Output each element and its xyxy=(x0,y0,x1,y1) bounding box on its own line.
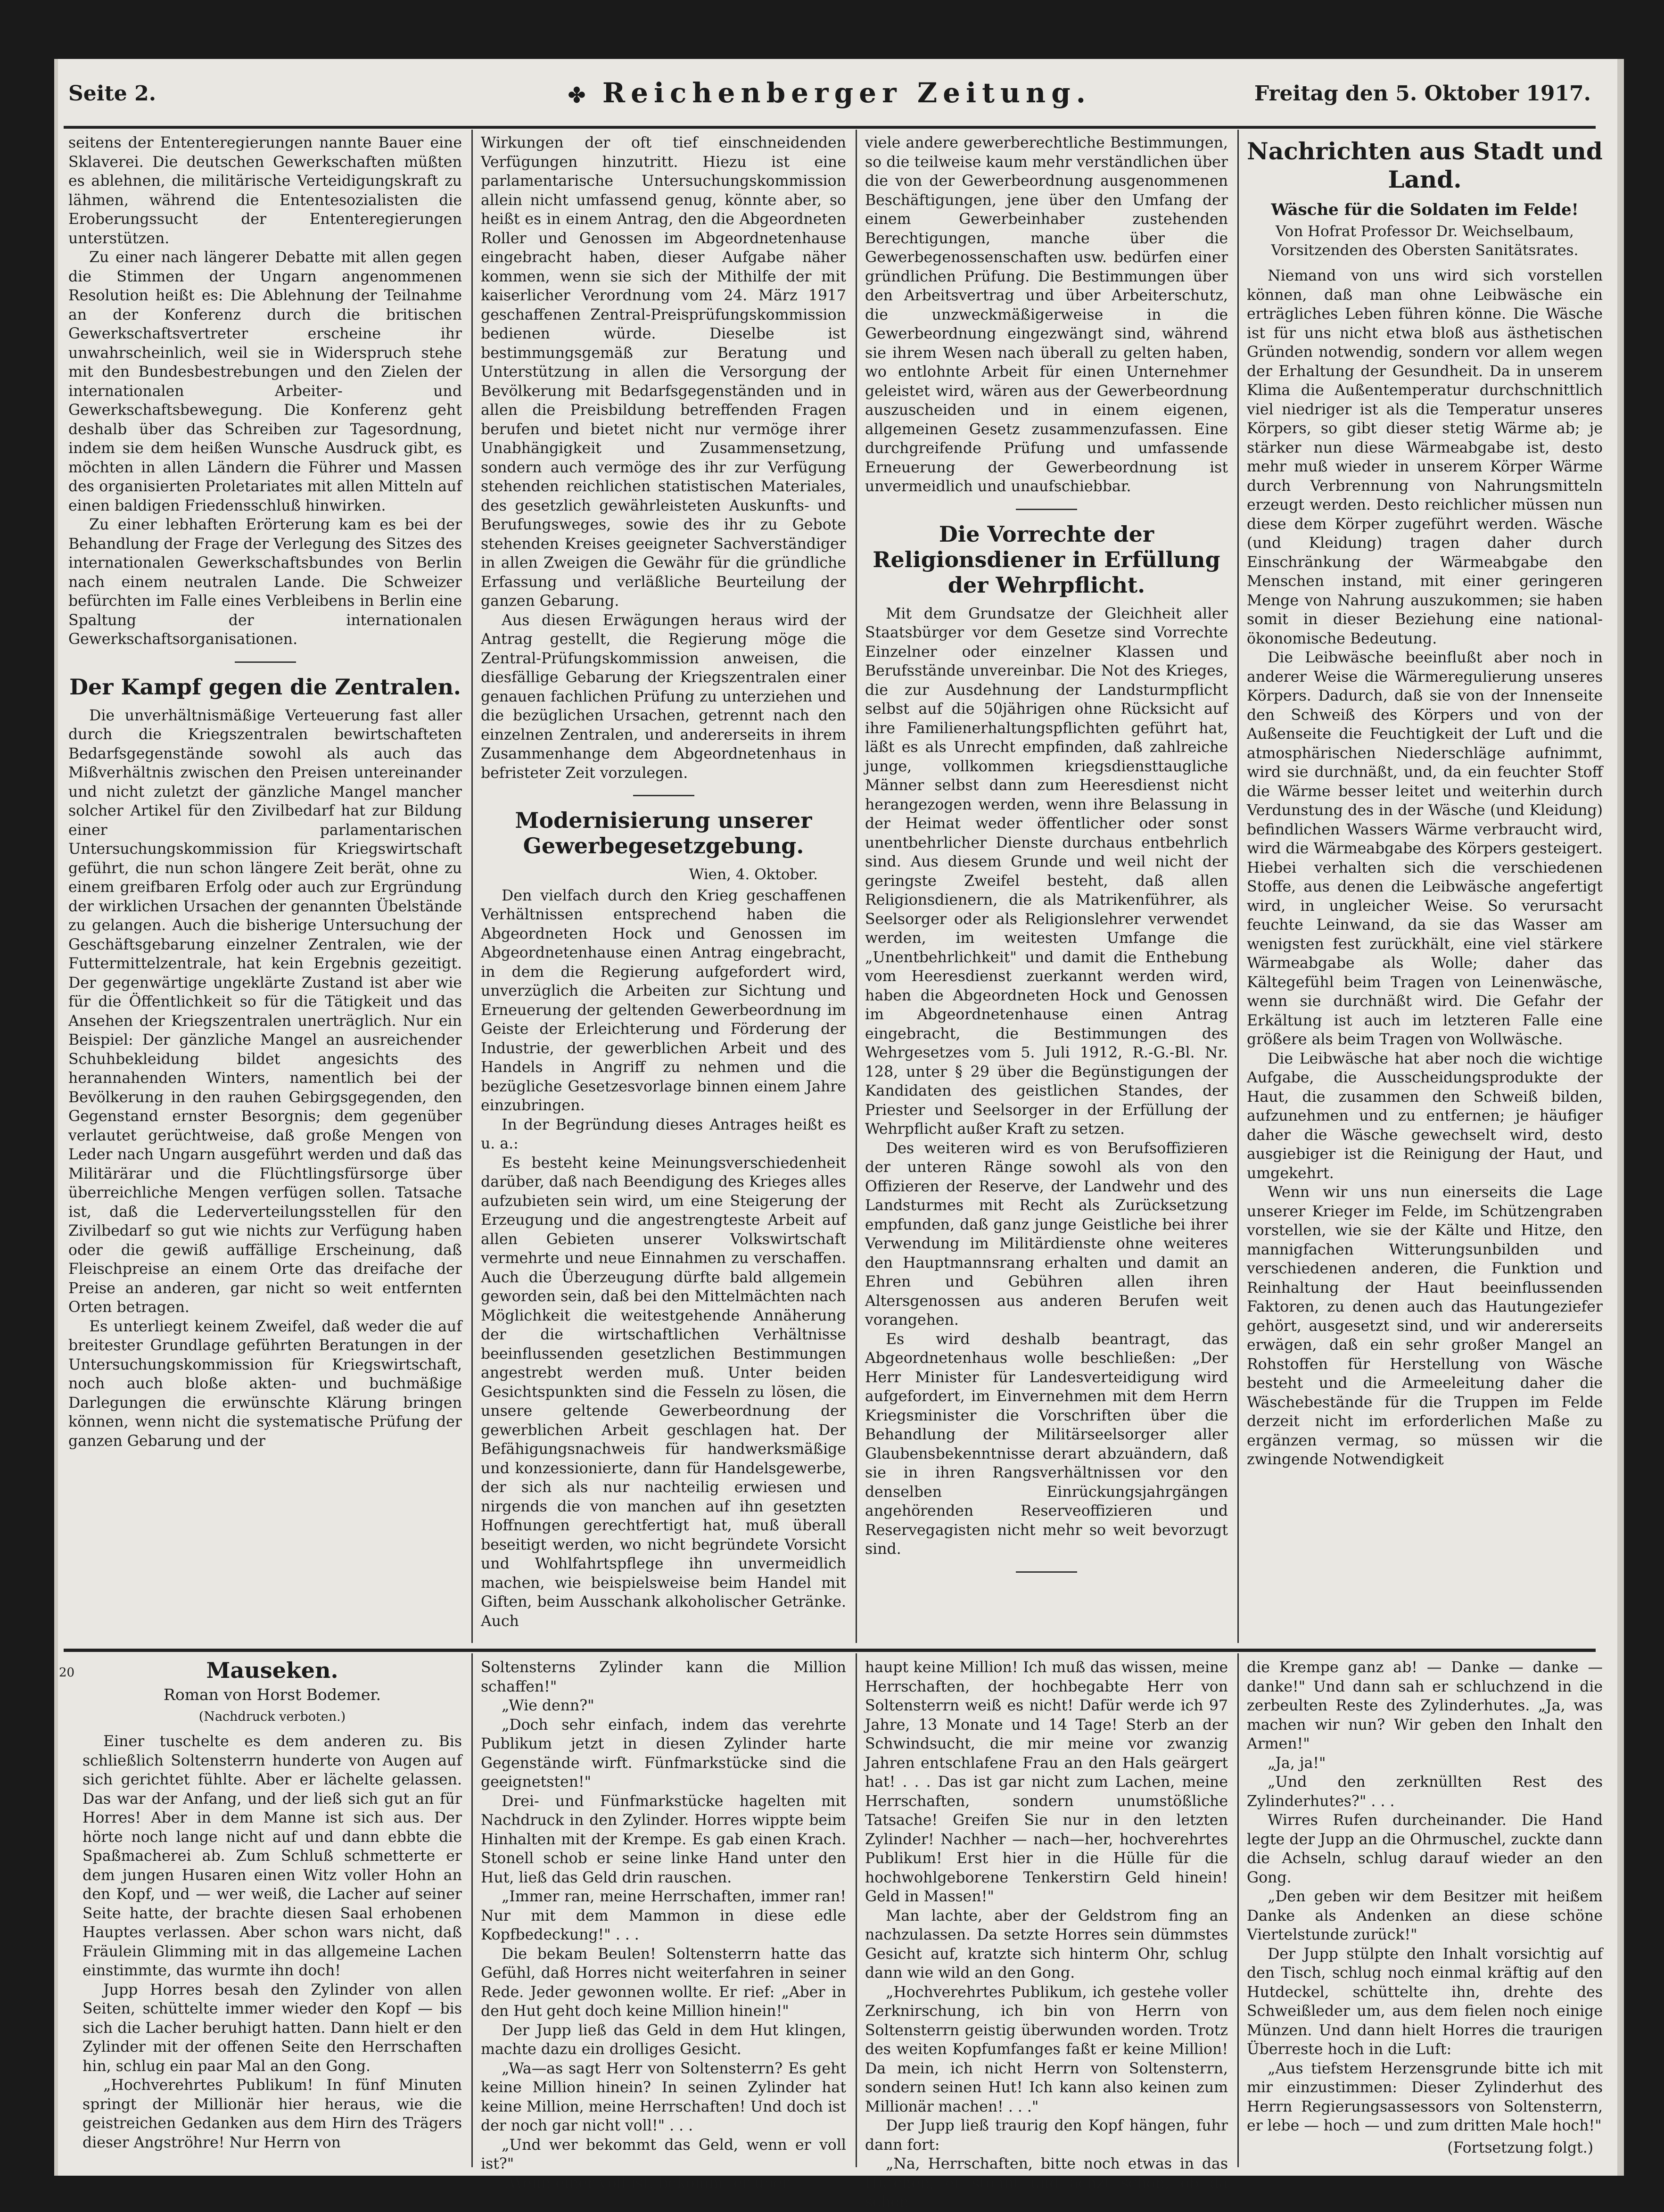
separator xyxy=(1016,509,1077,510)
page-label: Seite 2. xyxy=(68,82,157,106)
column-rule xyxy=(856,1653,857,2167)
paragraph: Zu einer nach längerer Debatte mit allen gegen die Stimmen der Ungarn angenommenen Resolution heißt es: Die Ablehnung der Teilnahme an der Konferenz durch die britischen Gewerkschaftsvertreter erscheine ihr unwahrscheinlich, weil sie in Widerspruch stehe mit den Bundesbestrebungen und den Zielen der internationalen Arbeiter- und Gewerkschaftsbewegung. Die Konferenz geht deshalb über das Schreiben zur Tagesordnung, indem sie dem heißen Wunsche Ausdruck gibt, es möchten in allen Ländern die Führer und Massen des organisierten Proletariates mit allen Mitteln auf einen baldigen Friedensschluß hinwirken. xyxy=(68,249,462,514)
ornament-icon: ✤ xyxy=(568,83,591,107)
paragraph: Drei- und Fünfmarkstücke hagelten mit Nachdruck in den Zylinder. Horres wippte beim Hinhalten mit der Krempe. Es gab einen Krach. Stonell schob er seine linke Hand unter den Hut, ließ das Geld drin rauschen. xyxy=(481,1792,846,1886)
column-rule xyxy=(471,1653,473,2167)
column-2 xyxy=(481,133,846,1642)
masthead xyxy=(68,73,1591,125)
paragraph: Der Jupp stülpte den Inhalt vorsichtig auf den Tisch, schlug noch einmal kräftig auf den Hutdeckel, schüttelte ihn, drehte des Schweißleder um, aus dem fielen noch einige Münzen. Und dann hielt Horres die traurigen Überreste hoch in die Luft: xyxy=(1247,1945,1603,2058)
paragraph: seitens der Ententeregierungen nannte Bauer eine Sklaverei. Die deutschen Gewerkschaften müßten es ablehnen, die militärische Verteidigungskraft zu lähmen, während die Ententesozialisten die Eroberungssucht der Ententeregierungen unterstützen. xyxy=(68,134,462,247)
serial-note: (Nachdruck verboten.) xyxy=(198,1709,346,1724)
separator xyxy=(235,661,296,663)
serial-author: Roman von Horst Bodemer. xyxy=(163,1685,381,1704)
paragraph: Es besteht keine Meinungsverschiedenheit darüber, daß nach Beendigung des Krieges alles aufzubieten sein wird, um eine Steigerung der Erzeugung und die angestrengteste Arbeit auf allen Gebieten unserer Volkswirtschaft vermehrte und neue Einnahmen zu verschaffen. Auch die Überzeugung dürfte bald allgemein geworden sein, daß bei den Mittelmächten nach Möglichkeit die weitestgehende Annäherung der die wirtschaftlichen Verhältnisse beeinflussenden gesetzlichen Bestimmungen angestrebt werden muß. Unter beiden Gesichtspunkten sind die Fesseln zu lösen, die unsere geltende Gewerbeordnung der gewerblichen Arbeit geschlagen hat. Der Befähigungsnachweis für handwerksmäßige und konzessionierte, dann für Handelsgewerbe, der sich als nur nachteilig erwiesen und nirgends die von manchen auf ihn gesetzten Hoffnungen gerechtfertigt hat, muß überall beseitigt werden, wo nicht begründete Vorsicht und Wohlfahrtspflege ihn unvermeidlich machen, wie beispielsweise beim Handel mit Giften, beim Ausschank alkoholischer Getränke. Auch xyxy=(481,1154,846,1630)
paragraph: Es unterliegt keinem Zweifel, daß weder die auf breitester Grundlage geführten Beratungen in der Untersuchungskommission für Kriegswirtschaft, noch auch bloße akten- und buchmäßige Darlegungen die erwünschte Klärung bringen können, wenn nicht die systematische Prüfung der ganzen Gebarung und der xyxy=(68,1318,462,1450)
paragraph: „Ja, ja!" xyxy=(1268,1754,1326,1772)
paragraph: Den vielfach durch den Krieg geschaffenen Verhältnissen entsprechend haben die Abgeordneten Hock und Genossen im Abgeordnetenhause einen Antrag eingebracht, in dem die Regierung aufgefordert wird, unverzüglich die Arbeiten zur Sichtung und Erneuerung der geltenden Gewerbeordnung im Geiste der Erleichterung und Förderung der Industrie, der gewerblichen Arbeit und des Handels in Angriff zu nehmen und die bezügliche Gesetzesvorlage binnen einem Jahre einzubringen. xyxy=(481,887,846,1114)
paragraph: Wirres Rufen durcheinander. Die Hand legte der Jupp an die Ohrmuschel, zuckte dann die Achseln, schlug darauf wieder an den Gong. xyxy=(1247,1812,1603,1886)
dateline: Wien, 4. Oktober. xyxy=(689,866,818,883)
paragraph: Jupp Horres besah den Zylinder von allen Seiten, schüttelte immer wieder den Kopf — bis sich die Lacher beruhigt hatten. Dann hielt er den Zylinder mit der offenen Seite den Herrschaften hin, schlug ein paar Mal an den Gong. xyxy=(82,1981,462,2075)
serial-column-1 xyxy=(82,1658,462,2167)
paragraph: Der Jupp ließ traurig den Kopf hängen, fuhr dann fort: xyxy=(865,2117,1228,2154)
paragraph: Soltensterns Zylinder kann die Million schaffen!" xyxy=(481,1659,846,1695)
paragraph: Die Leibwäsche hat aber noch die wichtige Aufgabe, die Ausscheidungsprodukte der Haut, die zusammen den Schweiß bilden, aufzunehmen und zu entfernen; je häufiger daher die Wäsche gewechselt wird, desto ausgiebiger ist die Reinigung der Haut, und umgekehrt. xyxy=(1247,1050,1603,1182)
separator xyxy=(633,795,694,796)
serial-column-3 xyxy=(865,1658,1228,2211)
paragraph: „Und den zerknüllten Rest des Zylinderhutes?" . . . xyxy=(1247,1774,1603,1810)
paragraph: Niemand von uns wird sich vorstellen können, daß man ohne Leibwäsche ein erträgliches Leben führen könne. Die Wäsche ist für uns nicht etwa bloß aus ästhetischen Gründen notwendig, sondern vor allem wegen der Erhaltung der Gesundheit. Da in unserem Klima die Außentemperatur durchschnittlich viel niedriger ist als die Temperatur unseres Körpers, so gibt dieser stetig Wärme ab; je stärker nun diese Wärmeabgabe ist, desto mehr muß wieder in unserem Körper Wärme durch Verbrennung von Nahrungsmitteln erzeugt werden. Desto reichlicher müssen nun diese dem Körper zugeführt werden. Wäsche (und Kleidung) tragen daher durch Einschränkung der Wärmeabgabe den Menschen instand, mit einer geringeren Menge von Nahrung auszukommen; sie haben somit in dieser Beziehung eine national-ökonomische Bedeutung. xyxy=(1247,267,1603,647)
serial-column-2 xyxy=(481,1658,846,2192)
paragraph: Zu einer lebhaften Erörterung kam es bei der Behandlung der Frage der Verlegung des Sitzes des internationalen Gewerkschaftsbundes von Berlin nach einem neutralen Lande. Die Schweizer befürchten im Falle eines Verbleibens in Berlin eine Spaltung der internationalen Gewerkschaftsorganisationen. xyxy=(68,516,462,648)
paragraph: Wirkungen der oft tief einschneidenden Verfügungen hinzutritt. Hiezu ist eine parlamentarische Untersuchungskommission allein nicht umfassend genug, könnte aber, so heißt es in einem Antrag, den die Abgeordneten Roller und Genossen im Abgeordnetenhause eingebracht haben, dieser Aufgabe näher kommen, wenn sie sich der Mithilfe der mit kaiserlicher Verordnung vom 24. März 1917 geschaffenen Zentral-Preisprüfungskommission bedienen würde. Dieselbe ist bestimmungsgemäß zur Beratung und Unterstützung in allen die Versorgung der Bevölkerung mit Bedarfsgegenständen und in allen die Preisbildung betreffenden Fragen berufen und bietet nicht nur vermöge ihrer Unabhängigkeit und Zusammensetzung, sondern auch vermöge des ihr zur Verfügung stehenden reichlichen statistischen Materiales, des gesetzlich gewährleisteten Auskunfts- und Berufungsweges, sowie des ihr zu Gebote stehenden Kreises geeigneter Sachverständiger in allen Zweigen die Gewähr für die gründliche Erfassung und verläßliche Beurteilung der ganzen Gebarung. xyxy=(481,134,846,610)
article-byline: Von Hofrat Professor Dr. Weichselbaum, Vorsitzenden des Obersten Sanitätsrates. xyxy=(1271,223,1579,259)
paragraph: Die Leibwäsche beeinflußt aber noch in anderer Weise die Wärmeregulierung unseres Körpers. Dadurch, daß sie von der Innenseite den Schweiß des Körpers und von der Außenseite die Feuchtigkeit der Luft und die atmosphärischen Niederschläge aufnimmt, wird sie durchnäßt, und, da ein feuchter Stoff die Wärme besser leitet und weiterhin durch Verdunstung des in der Wäsche (und Kleidung) befindlichen Wassers Wärme verbraucht wird, wird die Wärmeabgabe des Körpers gesteigert. Hiebei verhalten sich die verschiedenen Stoffe, aus denen die Leibwäsche angefertigt wird, in ungleicher Weise. So verursacht feuchte Leinwand, da sie das Wasser am wenigsten fest zurückhält, eine viel stärkere Wärmeabgabe als Wolle; daher das Kältegefühl beim Tragen von Leinenwäsche, wenn sie durchnäßt wird. Die Gefahr der Erkältung ist auch im letzteren Falle eine größere als beim Tragen von Wollwäsche. xyxy=(1247,649,1603,1048)
paragraph: haupt keine Million! Ich muß das wissen, meine Herrschaften, der hochbegabte Herr von Soltensterrn weiß es nicht! Dafür werde ich 97 Jahre, 13 Monate und 14 Tage! Sterb an der Schwindsucht, die mir meine vor zwanzig Jahren entschlafene Frau an den Hals geärgert hat! . . . Das ist gar nicht zum Lachen, meine Herrschaften, sondern unumstößliche Tatsache! Greifen Sie nur in den letzten Zylinder! Nachher — nach—her, hochverehrtes Publikum! Erst hier in die Hülle für die hochwohlgeborene Tenkerstirn Geld hinein! Geld in Massen!" xyxy=(865,1659,1228,1905)
paragraph: Der Jupp ließ das Geld in dem Hut klingen, machte dazu ein drolliges Gesicht. xyxy=(481,2022,846,2058)
section-headline: Nachrichten aus Stadt und Land. xyxy=(1247,137,1603,193)
paragraph: „Den geben wir dem Besitzer mit heißem Danke als Andenken an diese schöne Viertelstunde zurück!" xyxy=(1247,1888,1603,1943)
paper-name-text: Reichenberger Zeitung. xyxy=(602,77,1091,109)
paragraph: In der Begründung dieses Antrages heißt es u. a.: xyxy=(481,1116,846,1152)
column-1 xyxy=(68,133,462,1642)
paragraph: „Und wer bekommt das Geld, wenn er voll ist?" xyxy=(481,2136,846,2172)
scan-edge xyxy=(1617,59,1624,2176)
paragraph: „Doch sehr einfach, indem das verehrte Publikum jetzt in diesen Zylinder harte Gegenstände wirft. Fünfmarkstücke sind die geeignetsten!" xyxy=(481,1716,846,1791)
paragraph: Einer tuschelte es dem anderen zu. Bis schließlich Soltensterrn hunderte von Augen auf sich gerichtet fühlte. Aber er lächelte gelassen. Das war der Anfang, und der ließ sich gut an für Horres! Aber in dem Manne ist sich aus. Der hörte noch lange nicht auf und dann ebbte die Spaßmacherei ab. Zum Schluß schmetterte er dem jungen Husaren einen Witz voller Hohn an den Kopf, und — wer weiß, die Lacher auf seiner Seite hatte, der brachte diesen Saal erhobenen Hauptes verlassen. Aber schon wars nicht, daß Fräulein Glimming mit in das allgemeine Lachen einstimmte, das wurmte ihn doch! xyxy=(82,1733,462,1979)
paragraph: Wenn wir uns nun einerseits die Lage unserer Krieger im Felde, im Schützengraben vorstellen, wie sie der Kälte und Hitze, den mannigfachen Witterungsunbilden und verschiedenen anderen, die Funktion und Reinhaltung der Haut beeinflussenden Faktoren, zu denen auch das Hautungeziefer gehört, ausgesetzt sind, und wir andererseits erwägen, daß ein sehr großer Mangel an Rohstoffen für Herstellung von Wäsche besteht und die Armeeleitung daher die Wäschebestände für die Truppen im Felde derzeit nicht im erforderlichen Maße zu ergänzen vermag, so müssen wir die zwingende Notwendigkeit xyxy=(1247,1184,1603,1468)
paragraph: „Immer ran, meine Herrschaften, immer ran! Nur mit dem Mammon in diese edle Kopfbedeckung!" . . . xyxy=(481,1888,846,1943)
paragraph: „Wa—as sagt Herr von Soltensterrn? Es geht keine Million hinein? In seinen Zylinder hat keine Million, meine Herrschaften! Und doch ist der noch gar nicht voll!" . . . xyxy=(481,2060,846,2134)
feuilleton-rule xyxy=(64,1649,1596,1652)
paragraph: Man lachte, aber der Geldstrom fing an nachzulassen. Da setzte Horres sein dümmstes Gesicht auf, kratzte sich hinterm Ohr, schlug dann wie wild an den Gong. xyxy=(865,1907,1228,1981)
paragraph: „Hochverehrtes Publikum! In fünf Minuten springt der Millionär hier heraus, wie die geistreichen Gedanken aus dem Hirn des Trägers dieser Angströhre! Nur Herrn von xyxy=(82,2077,462,2151)
serial-column-4 xyxy=(1247,1658,1603,2167)
serial-title: Mauseken. xyxy=(206,1658,338,1683)
continued-note: (Fortsetzung folgt.) xyxy=(1447,2139,1593,2156)
issue-date: Freitag den 5. Oktober 1917. xyxy=(1254,82,1591,106)
article-subheadline: Wäsche für die Soldaten im Felde! xyxy=(1271,200,1579,219)
column-rule xyxy=(856,130,857,1643)
paragraph: Des weiteren wird es von Berufsoffizieren der unteren Ränge sowohl als von den Offizieren der Reserve, der Landwehr und des Landsturmes mit Recht als Zurücksetzung empfunden, daß ganz junge Geistliche bei ihrer Verwendung im Militärdienste ohne weiteres den Hauptmannsrang erhalten und damit an Ehren und Gebühren allen ihren Altersgenossen aus anderen Berufen weit vorangehen. xyxy=(865,1139,1228,1329)
column-rule xyxy=(1237,130,1239,1643)
column-4 xyxy=(1247,133,1603,1642)
column-rule xyxy=(1237,1653,1239,2167)
paragraph: „Hochverehrtes Publikum, ich gestehe voller Zerknirschung, ich bin von Herrn von Soltensterrn geistig überwunden worden. Trotz des weiten Kopfumfanges faßt er keine Million! Da mein, ich nicht Herrn von Soltensterrn, sondern seinen Hut! Ich kann also keinen zum Millionär machen! . . ." xyxy=(865,1983,1228,2115)
paragraph: Die bekam Beulen! Soltensterrn hatte das Gefühl, daß Horres nicht weiterfahren in seiner Rede. Jeder gewonnen wollte. Er rief: „Aber in den Hut geht doch keine Million hinein!" xyxy=(481,1945,846,2020)
newspaper-page xyxy=(54,59,1624,2211)
article-headline: Die Vorrechte der Religionsdiener in Erfüllung der Wehrpflicht. xyxy=(873,521,1220,598)
paragraph: „Wenn einer voll ist, bekommt er über- xyxy=(502,2174,794,2192)
header-rule xyxy=(64,126,1596,129)
article-headline: Der Kampf gegen die Zentralen. xyxy=(69,674,461,700)
paragraph: viele andere gewerberechtliche Bestimmungen, so die teilweise kaum mehr verständlichen über die von der Gewerbeordnung ausgenommenen Beschäftigungen, jene über den Umfang der einem Gewerbeinhaber zustehenden Berechtigungen, manche über die Gewerbegenossenschaften usw. bedürfen einer gründlichen Prüfung. Die Bestimmungen über den Arbeitsvertrag und über Arbeiterschutz, die unzweckmäßigerweise in die Gewerbeordnung eingezwängt sind, während sie ihrem Wesen nach überall zu gelten haben, wo entlohnte Arbeit für einen Unternehmer geleistet wird, wären aus der Gewerbeordnung auszuscheiden und in einem eigenen, allgemeinen Gesetz zusammenzufassen. Eine durchgreifende Prüfung und umfassende Erneuerung der Gewerbeordnung ist unvermeidlich und unaufschiebbar. xyxy=(865,134,1228,495)
paragraph: „Aus tiefstem Herzensgrunde bitte ich mit mir einzustimmen: Dieser Zylinderhut des Herrn Regierungsassessors von Soltensterrn, er lebe — hoch — und zum dritten Male hoch!" xyxy=(1247,2060,1603,2134)
serial-number: 20 xyxy=(59,1666,75,1680)
separator xyxy=(1016,1571,1077,1573)
paragraph: „Wie denn?" xyxy=(502,1697,594,1714)
paragraph: Die unverhältnismäßige Verteuerung fast aller durch die Kriegszentralen bewirtschafteten Bedarfsgegenstände sowohl als auch das Mißverhältnis zwischen den Preisen untereinander und nicht zuletzt der gänzliche Mangel mancher solcher Artikel für den Zivilbedarf hat zur Bildung einer parlamentarischen Untersuchungskommission für Kriegswirtschaft geführt, die nun schon längere Zeit berät, ohne zu einem greifbaren Erfolg oder auch zur Ergründung der wirklichen Ursachen der genannten Übelstände zu gelangen. Auch die bisherige Untersuchung der Geschäftsgebarung einzelner Zentralen, wie der Futtermittelzentrale, hat kein Ergebnis gezeitigt. Der gegenwärtige ungeklärte Zustand ist aber wie für die Öffentlichkeit so für die Tätigkeit und das Ansehen der Kriegszentralen unerträglich. Nur ein Beispiel: Der gänzliche Mangel an ausreichender Schuhbekleidung bildet angesichts des herannahenden Winters, namentlich bei der Bevölkerung in den rauhen Gebirgsgegenden, den Gegenstand ernster Besorgnis; dem gegenüber verlautet gerüchtweise, daß große Mengen von Leder nach Ungarn ausgeführt werden und daß das Militärärar und die Flüchtlingsfürsorge über überreichliche Mengen verfügen sollen. Tatsache ist, daß die Lederverteilungsstellen für den Zivilbedarf so gut wie nichts zur Verfügung haben oder die gewiß auffällige Erscheinung, daß Fleischpreise an einem Orte das dreifache der Preise an anderen, gar nicht so weit entfernten Orten betragen. xyxy=(68,707,462,1316)
paragraph: Mit dem Grundsatze der Gleichheit aller Staatsbürger vor dem Gesetze sind Vorrechte Einzelner oder einzelner Klassen und Berufsstände unvereinbar. Die Not des Krieges, die zur Ausdehnung der Landsturmpflicht selbst auf die 50jährigen ohne Rücksicht auf ihre Familienerhaltungspflichten geführt hat, läßt es als Unrecht empfinden, daß zahlreiche junge, vollkommen kriegsdiensttaugliche Männer selbst dann zum Heeresdienst nicht herangezogen werden, wenn ihre Belassung in der Heimat weder öffentlicher oder sonst unentbehrlicher Dienste durchaus entbehrlich sind. Aus diesem Grunde und weil nicht der geringste Zweifel besteht, daß allen Religionsdienern, die als Matrikenführer, als Seelsorger oder als Religionslehrer verwendet werden, im weitesten Umfange die „Unentbehrlichkeit" und damit die Enthebung vom Heeresdienst zuerkannt werden wird, haben die Abgeordneten Hock und Genossen im Abgeordnetenhause einen Antrag eingebracht, die Bestimmungen des Wehrgesetzes vom 5. Juli 1912, R.-G.-Bl. Nr. 128, unter § 29 über die Begünstigungen der Kandidaten des geistlichen Standes, der Priester und Seelsorger in der Erfüllung der Wehrpflicht außer Kraft zu setzen. xyxy=(865,605,1228,1138)
paragraph: Es wird deshalb beantragt, das Abgeordnetenhaus wolle beschließen: „Der Herr Minister für Landesverteidigung wird aufgefordert, im Einvernehmen mit dem Herrn Kriegsminister die Vorschriften über die Behandlung der Militärseelsorger aller Glaubensbekenntnisse derart abzuändern, daß sie in ihren Rangsverhältnissen vor den denselben Einrückungsjahrgängen angehörenden Reserveoffizieren und Reservegagisten nicht mehr so weit bevorzugt sind. xyxy=(865,1330,1228,1558)
paragraph: die Krempe ganz ab! — Danke — danke — danke!" Und dann sah er schluchzend in die zerbeulten Reste des Zylinderhutes. „Ja, was machen wir nun? Wir geben den Inhalt den Armen!" xyxy=(1247,1659,1603,1752)
paragraph: „Na, Herrschaften, bitte noch etwas in das Hütchen, er stöhnt und ächzt schon, ob da schon xyxy=(865,2155,1228,2211)
binding-shadow xyxy=(54,59,58,2176)
article-headline: Modernisierung unserer Gewerbegesetzgebung. xyxy=(515,808,812,858)
column-rule xyxy=(471,130,473,1643)
paragraph: Aus diesen Erwägungen heraus wird der Antrag gestellt, die Regierung möge die Zentral-Prüfungskommission anweisen, die diesfällige Gebarung der Kriegszentralen einer genauen fachlichen Prüfung zu unterziehen und die bezüglichen Ursachen, getrennt nach den einzelnen Zentralen, und andererseits in ihrem Zusammenhange dem Abgeordnetenhaus in befristeter Zeit vorzulegen. xyxy=(481,611,846,782)
column-3 xyxy=(865,133,1228,1642)
